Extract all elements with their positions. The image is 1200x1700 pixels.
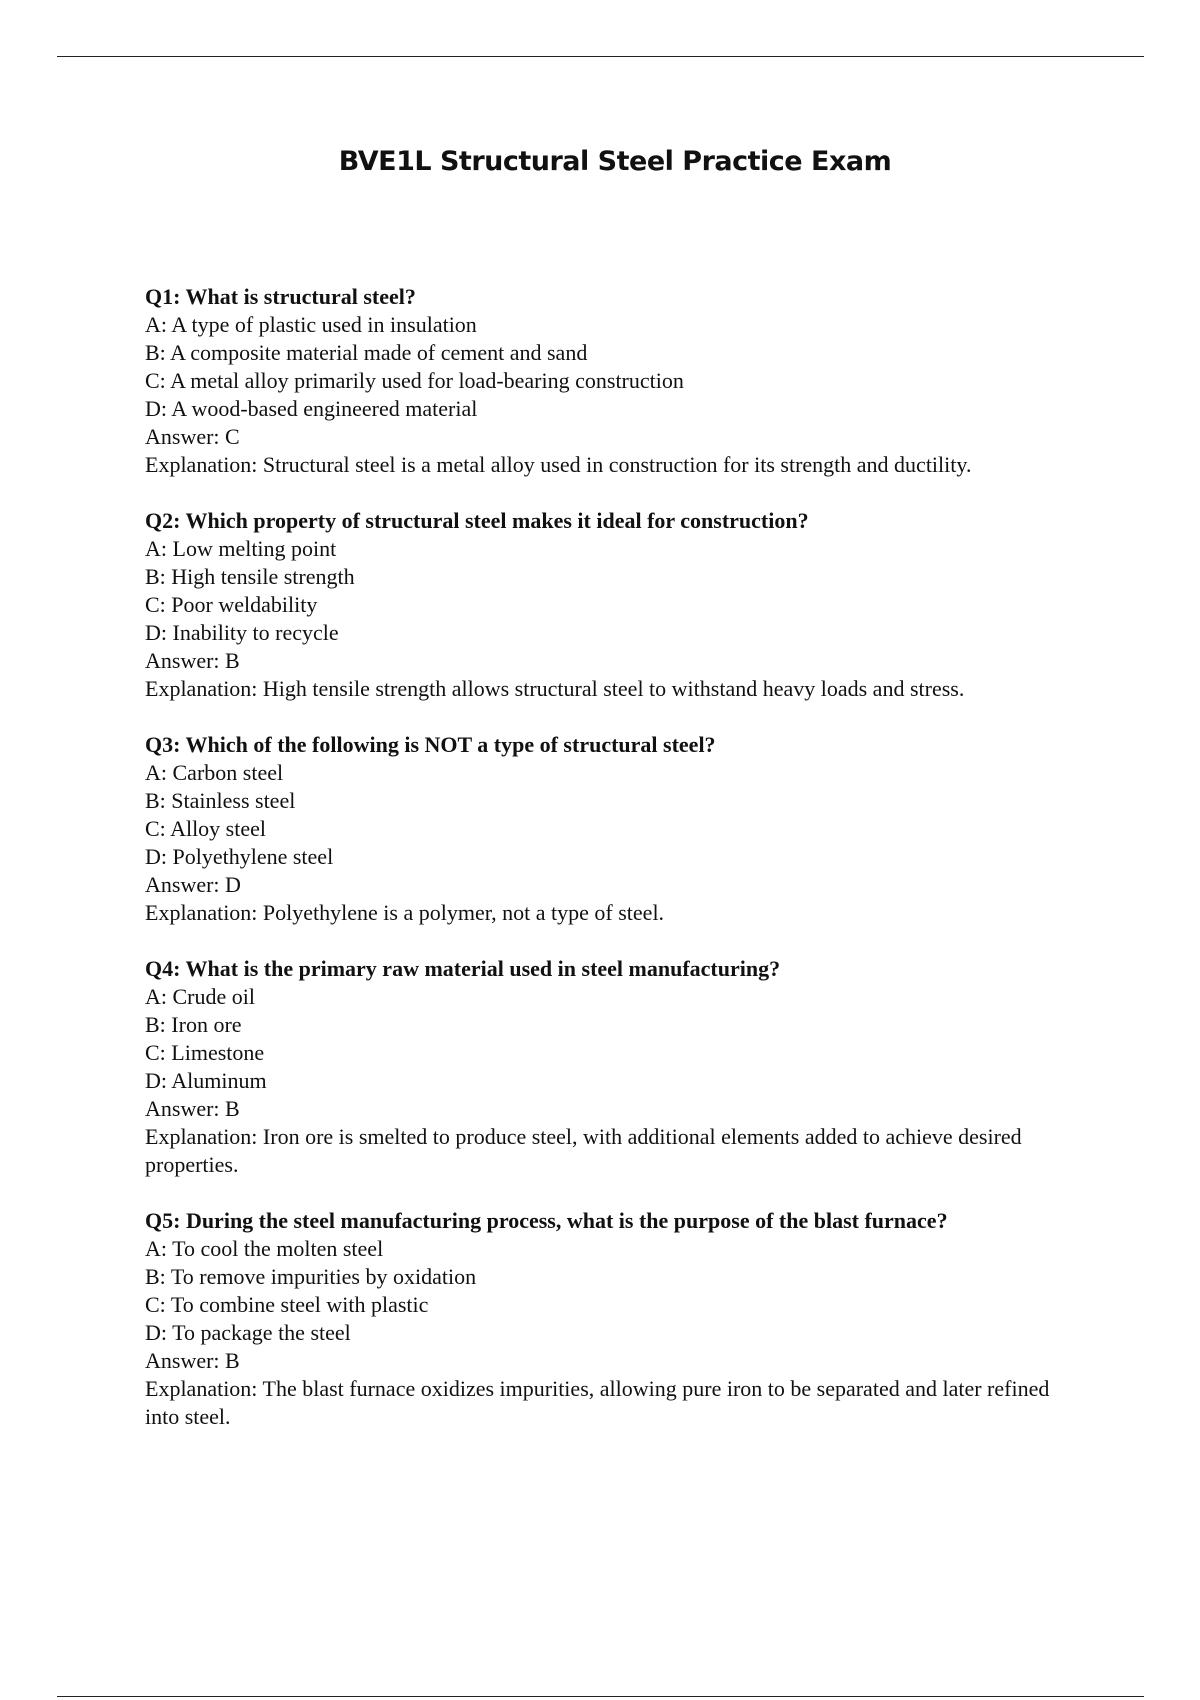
question-text: Q1: What is structural steel? xyxy=(145,284,416,309)
header-rule xyxy=(57,56,1144,57)
question-block-5 xyxy=(145,1207,1085,1431)
option-a: A: To cool the molten steel xyxy=(145,1236,384,1261)
option-c: C: Alloy steel xyxy=(145,816,266,841)
option-b: B: To remove impurities by oxidation xyxy=(145,1264,477,1289)
option-d: D: Aluminum xyxy=(145,1068,267,1093)
option-c: C: Poor weldability xyxy=(145,592,318,617)
answer-text: Answer: B xyxy=(145,1096,240,1121)
explanation-text: Explanation: High tensile strength allows structural steel to withstand heavy loads and stress. xyxy=(145,676,965,701)
question-block-3 xyxy=(145,731,1085,927)
question-text: Q2: Which property of structural steel makes it ideal for construction? xyxy=(145,508,809,533)
answer-text: Answer: B xyxy=(145,648,240,673)
explanation-text: Explanation: Polyethylene is a polymer, not a type of steel. xyxy=(145,900,665,925)
option-b: B: High tensile strength xyxy=(145,564,355,589)
option-a: A: Low melting point xyxy=(145,536,337,561)
question-text: Q3: Which of the following is NOT a type of structural steel? xyxy=(145,732,716,757)
footer-rule xyxy=(57,1696,1144,1697)
option-b: B: Iron ore xyxy=(145,1012,242,1037)
option-d: D: Inability to recycle xyxy=(145,620,339,645)
answer-text: Answer: B xyxy=(145,1348,240,1373)
option-c: C: A metal alloy primarily used for load-bearing construction xyxy=(145,368,684,393)
answer-text: Answer: C xyxy=(145,424,240,449)
option-b: B: A composite material made of cement and sand xyxy=(145,340,588,365)
option-d: D: To package the steel xyxy=(145,1320,351,1345)
option-d: D: Polyethylene steel xyxy=(145,844,334,869)
answer-text: Answer: D xyxy=(145,872,241,897)
question-text: Q4: What is the primary raw material used in steel manufacturing? xyxy=(145,956,781,981)
option-c: C: To combine steel with plastic xyxy=(145,1292,429,1317)
question-block-2 xyxy=(145,507,1085,703)
option-c: C: Limestone xyxy=(145,1040,265,1065)
question-text: Q5: During the steel manufacturing process, what is the purpose of the blast furnace? xyxy=(145,1208,948,1233)
option-b: B: Stainless steel xyxy=(145,788,296,813)
question-block-1 xyxy=(145,283,1085,479)
explanation-text: Explanation: The blast furnace oxidizes impurities, allowing pure iron to be separated and later refined into steel. xyxy=(145,1376,1050,1429)
option-a: A: Carbon steel xyxy=(145,760,284,785)
exam-content xyxy=(145,283,1085,1459)
page-title: BVE1L Structural Steel Practice Exam xyxy=(338,146,892,177)
explanation-text: Explanation: Structural steel is a metal alloy used in construction for its strength and ductility. xyxy=(145,452,972,477)
option-a: A: A type of plastic used in insulation xyxy=(145,312,477,337)
question-block-4 xyxy=(145,955,1085,1179)
explanation-text: Explanation: Iron ore is smelted to produce steel, with additional elements added to achieve desired properties. xyxy=(145,1124,1022,1177)
option-d: D: A wood-based engineered material xyxy=(145,396,478,421)
option-a: A: Crude oil xyxy=(145,984,255,1009)
